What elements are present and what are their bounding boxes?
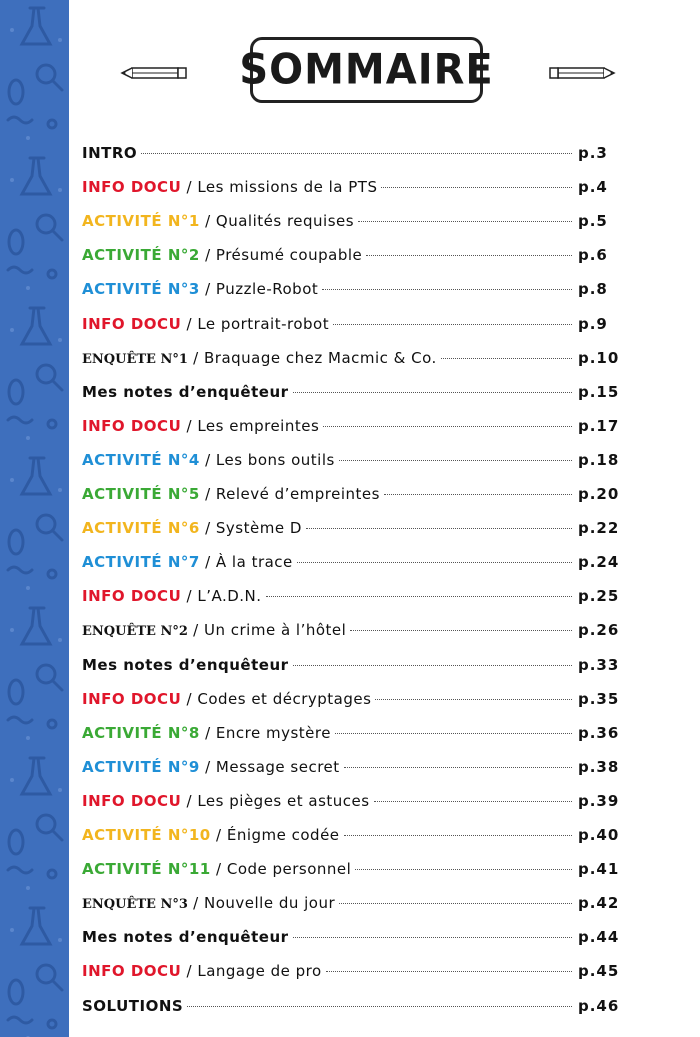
toc-row[interactable] — [82, 860, 622, 888]
toc-row[interactable] — [82, 758, 622, 786]
toc-entry-tag: SOLUTIONS — [82, 996, 184, 1015]
toc-entry-tag: ENQUÊTE N°3 — [82, 897, 188, 913]
toc-entry-tag: Mes notes d’enquêteur — [82, 382, 289, 401]
toc-entry-tag: Mes notes d’enquêteur — [82, 655, 289, 674]
toc-entry-title: Codes et décryptages — [197, 689, 372, 708]
toc-entry-tag: ACTIVITÉ N°1 — [82, 212, 200, 231]
toc-entry-separator: / — [181, 178, 198, 197]
dot-leader — [344, 766, 572, 768]
dot-leader — [187, 1005, 572, 1007]
toc-entry-label — [82, 860, 351, 878]
toc-entry-title: Énigme codée — [226, 826, 340, 844]
dot-leader — [339, 459, 572, 461]
toc-entry-tag: INTRO — [82, 144, 138, 162]
toc-row[interactable] — [82, 826, 622, 854]
dot-leader — [441, 357, 572, 359]
toc-entry-separator: / — [199, 757, 216, 776]
toc-row[interactable] — [82, 451, 622, 479]
toc-entry-separator: / — [199, 485, 216, 503]
toc-entry-title: Les empreintes — [197, 416, 320, 435]
toc-entry-tag: INFO DOCU — [82, 314, 182, 333]
page-number: p.22 — [578, 519, 620, 538]
toc-row[interactable] — [82, 383, 622, 411]
dot-leader — [375, 698, 572, 700]
toc-entry-separator: / — [187, 894, 204, 913]
toc-entry-label — [82, 349, 437, 367]
toc-entry-title: Code personnel — [226, 860, 352, 879]
dot-leader — [366, 254, 572, 256]
page-number: p.9 — [578, 314, 608, 333]
toc-row[interactable] — [82, 280, 622, 308]
toc-entry-label — [82, 280, 318, 298]
dot-leader — [323, 425, 572, 427]
toc-entry-label — [82, 758, 340, 776]
page-number: p.15 — [578, 382, 620, 401]
page-number: p.8 — [578, 280, 608, 299]
pencil-icon — [546, 64, 616, 82]
toc-entry-label — [82, 792, 370, 810]
toc-entry-title: Braquage chez Macmic & Co. — [204, 348, 437, 367]
toc-row[interactable] — [82, 690, 622, 718]
dot-leader — [306, 527, 572, 529]
page-number: p.6 — [578, 246, 608, 265]
toc-entry-separator: / — [199, 723, 216, 742]
toc-row[interactable] — [82, 246, 622, 274]
dot-leader — [339, 902, 572, 904]
toc-row[interactable] — [82, 144, 622, 172]
page-number: p.40 — [578, 826, 620, 844]
forensic-doodles-icon — [0, 0, 69, 1037]
toc-entry-tag: ACTIVITÉ N°9 — [82, 757, 200, 776]
page-number: p.38 — [578, 757, 620, 776]
toc-entry-tag: ENQUÊTE N°1 — [82, 351, 188, 367]
page-number: p.35 — [578, 689, 620, 708]
toc-entry-label — [82, 553, 293, 571]
dot-leader — [333, 323, 572, 325]
toc-entry-label — [82, 315, 329, 333]
toc-row[interactable] — [82, 587, 622, 615]
dot-leader — [266, 595, 572, 597]
toc-entry-title: Puzzle-Robot — [215, 280, 319, 299]
toc-entry-tag: INFO DOCU — [82, 791, 182, 810]
toc-entry-separator: / — [199, 212, 216, 231]
toc-entry-label — [82, 144, 137, 162]
toc-entry-label — [82, 178, 377, 196]
toc-entry-title: Les pièges et astuces — [197, 791, 370, 810]
toc-row[interactable] — [82, 485, 622, 513]
toc-entry-label — [82, 724, 331, 742]
page-number: p.17 — [578, 416, 620, 435]
toc-entry-separator: / — [199, 519, 216, 538]
toc-entry-label — [82, 417, 319, 435]
toc-entry-separator: / — [199, 280, 216, 299]
toc-entry-separator: / — [181, 962, 198, 981]
toc-entry-title: Message secret — [215, 757, 340, 776]
toc-entry-separator: / — [181, 689, 198, 708]
dot-leader — [358, 220, 572, 222]
toc-row[interactable] — [82, 349, 622, 377]
toc-entry-separator: / — [199, 450, 216, 469]
toc-entry-label — [82, 485, 380, 503]
toc-entry-label — [82, 212, 354, 230]
toc-entry-separator: / — [181, 416, 198, 435]
toc-entry-tag: ACTIVITÉ N°8 — [82, 723, 200, 742]
page-number: p.42 — [578, 894, 620, 913]
toc-entry-label — [82, 997, 183, 1015]
toc-entry-tag: ACTIVITÉ N°6 — [82, 519, 200, 538]
toc-entry-label — [82, 894, 335, 912]
toc-entry-title: Langage de pro — [197, 962, 322, 981]
page-number: p.41 — [578, 860, 620, 879]
toc-entry-tag: INFO DOCU — [82, 178, 182, 197]
page-number: p.4 — [578, 178, 608, 197]
page-number: p.44 — [578, 928, 620, 947]
toc-entry-label — [82, 383, 289, 401]
toc-entry-label — [82, 690, 371, 708]
toc-entry-tag: Mes notes d’enquêteur — [82, 928, 289, 947]
toc-row[interactable] — [82, 792, 622, 820]
toc-row[interactable] — [82, 997, 622, 1025]
toc-entry-title: Un crime à l’hôtel — [204, 621, 347, 640]
dot-leader — [335, 732, 572, 734]
page-number: p.3 — [578, 144, 608, 162]
toc-entry-label — [82, 451, 335, 469]
dot-leader — [293, 664, 572, 666]
toc-row[interactable] — [82, 178, 622, 206]
toc-entry-label — [82, 928, 289, 946]
toc-entry-title: Système D — [215, 519, 302, 538]
toc-row[interactable] — [82, 519, 622, 547]
dot-leader — [141, 152, 572, 154]
toc-row[interactable] — [82, 962, 622, 990]
toc-row[interactable] — [82, 928, 622, 956]
dot-leader — [384, 493, 572, 495]
toc-entry-tag: ACTIVITÉ N°2 — [82, 246, 200, 265]
toc-entry-title: Relevé d’empreintes — [215, 485, 380, 503]
toc-entry-separator: / — [210, 826, 227, 844]
dot-leader — [322, 288, 572, 290]
page-number: p.24 — [578, 553, 620, 572]
toc-entry-tag: ACTIVITÉ N°11 — [82, 860, 211, 879]
toc-row[interactable] — [82, 724, 622, 752]
toc-row[interactable] — [82, 212, 622, 240]
toc-entry-tag: INFO DOCU — [82, 962, 182, 981]
toc-entry-separator: / — [210, 860, 227, 879]
toc-row[interactable] — [82, 894, 622, 922]
toc-entry-separator: / — [187, 621, 204, 640]
toc-entry-tag: ACTIVITÉ N°3 — [82, 280, 200, 299]
toc-entry-separator: / — [199, 246, 216, 265]
toc-entry-title: Les bons outils — [215, 450, 335, 469]
toc-entry-label — [82, 962, 322, 980]
page-number: p.26 — [578, 621, 620, 640]
toc-row[interactable] — [82, 656, 622, 684]
toc-entry-label — [82, 656, 289, 674]
toc-row[interactable] — [82, 417, 622, 445]
toc-entry-label — [82, 246, 362, 264]
page-number: p.5 — [578, 212, 608, 231]
toc-row[interactable] — [82, 621, 622, 649]
toc-entry-tag: INFO DOCU — [82, 587, 182, 606]
toc-row[interactable] — [82, 315, 622, 343]
toc-entry-separator: / — [181, 587, 198, 606]
header — [0, 0, 700, 130]
dot-leader — [355, 868, 572, 870]
toc-entry-tag: ACTIVITÉ N°7 — [82, 553, 200, 572]
dot-leader — [326, 970, 572, 972]
page-number: p.10 — [578, 348, 620, 367]
page-number: p.46 — [578, 996, 620, 1015]
toc-entry-separator: / — [181, 314, 198, 333]
toc-entry-title: Présumé coupable — [215, 246, 363, 265]
toc-entry-title: Encre mystère — [215, 723, 331, 742]
toc-entry-title: L’A.D.N. — [197, 587, 262, 606]
dot-leader — [350, 629, 572, 631]
toc-entry-label — [82, 587, 262, 605]
page-number: p.20 — [578, 485, 620, 503]
toc-entry-separator: / — [199, 553, 216, 572]
toc-entry-tag: ENQUÊTE N°2 — [82, 624, 188, 640]
page-number: p.33 — [578, 655, 620, 674]
sidebar-pattern — [0, 0, 69, 1037]
toc-entry-tag: INFO DOCU — [82, 689, 182, 708]
page-title: SOMMAIRE — [239, 45, 494, 95]
toc-entry-title: Nouvelle du jour — [204, 894, 336, 913]
toc-entry-tag: INFO DOCU — [82, 416, 182, 435]
dot-leader — [381, 186, 572, 188]
toc-entry-label — [82, 826, 340, 844]
dot-leader — [297, 561, 572, 563]
dot-leader — [293, 391, 572, 393]
toc-entry-label — [82, 621, 346, 639]
page-number: p.45 — [578, 962, 620, 981]
toc-entry-title: Qualités requises — [215, 212, 355, 231]
page-number: p.25 — [578, 587, 620, 606]
toc-row[interactable] — [82, 553, 622, 581]
dot-leader — [374, 800, 572, 802]
toc-entry-tag: ACTIVITÉ N°10 — [82, 826, 211, 844]
dot-leader — [344, 834, 572, 836]
page-title-box — [239, 37, 494, 103]
page-number: p.36 — [578, 723, 620, 742]
toc-entry-label — [82, 519, 302, 537]
toc-entry-tag: ACTIVITÉ N°5 — [82, 485, 200, 503]
page-number: p.18 — [578, 450, 620, 469]
page-number: p.39 — [578, 791, 620, 810]
toc-entry-separator: / — [181, 791, 198, 810]
toc-entry-title: Les missions de la PTS — [197, 178, 378, 197]
pencil-icon — [120, 64, 190, 82]
toc-entry-title: Le portrait-robot — [197, 314, 330, 333]
toc-entry-title: À la trace — [215, 553, 293, 572]
toc-entry-tag: ACTIVITÉ N°4 — [82, 450, 200, 469]
dot-leader — [293, 936, 572, 938]
toc-entry-separator: / — [187, 348, 204, 367]
